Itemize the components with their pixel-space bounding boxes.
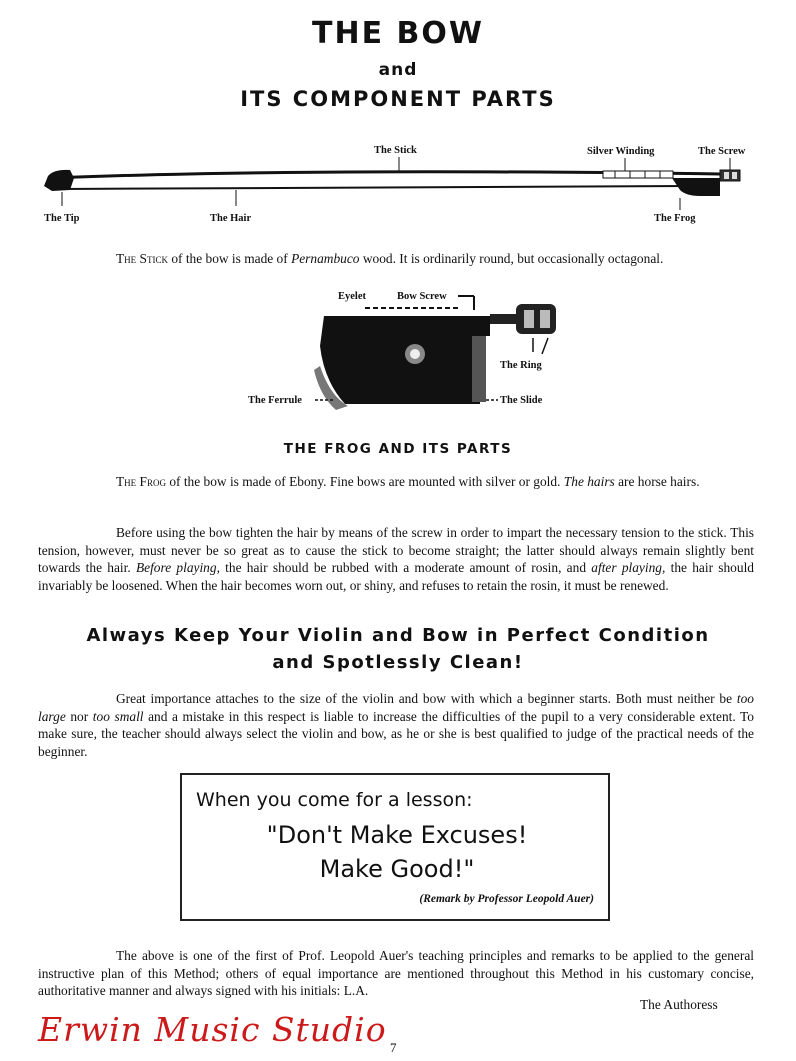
signature-authoress: The Authoress: [640, 997, 718, 1012]
label-the-tip: The Tip: [44, 213, 80, 224]
label-silver-winding: Silver Winding: [587, 146, 655, 157]
paragraph-frog: The Frog of the bow is made of Ebony. Fine bows are mounted with silver or gold. The hairs are horse hairs.: [116, 474, 700, 489]
care-heading-line1: Always Keep Your Violin and Bow in Perfect Condition: [86, 625, 710, 646]
label-the-screw: The Screw: [698, 146, 746, 157]
label-the-ferrule: The Ferrule: [248, 395, 302, 406]
frog-section-title: THE FROG AND ITS PARTS: [283, 441, 513, 457]
studio-watermark: Erwin Music Studio: [38, 1010, 387, 1049]
quote-box: [180, 773, 610, 921]
label-the-stick: The Stick: [374, 145, 417, 156]
paragraph-before-using: Before using the bow tighten the hair by means of the screw in order to impart the necessary tension to the stick. This tension, however, must never be so great as to cause the stick to become straight; the latter should always remain slightly bent towards the hair. Before playing, the hair should be rubbed with a moderate amount of rosin, and after playing, the hair should invariably be loosened. When the hair becomes worn out, or shiny, and refuses to retain the rosin, it must be renewed.: [38, 525, 754, 593]
care-heading: [0, 622, 796, 676]
care-heading-line2: and Spotlessly Clean!: [272, 652, 524, 673]
bow-illustration: [0, 0, 796, 240]
quote-line-2: Make Good!": [319, 855, 475, 883]
label-the-ring: The Ring: [500, 360, 542, 371]
paragraph-final: The above is one of the first of Prof. Leopold Auer's teaching principles and remarks to be applied to the general instructive plan of this Method; others of equal importance are mentioned throughout this Method in his customary concise, authoritative manner and always signed with his initials: L.A.: [38, 948, 754, 998]
paragraph-stick: The Stick of the bow is made of Pernambuco wood. It is ordinarily round, but occasionally octagonal.: [116, 251, 664, 266]
label-the-hair: The Hair: [210, 213, 252, 224]
page-number: 7: [390, 1040, 397, 1055]
label-eyelet: Eyelet: [338, 291, 366, 302]
quote-remark: (Remark by Professor Leopold Auer): [419, 893, 594, 905]
label-bow-screw: Bow Screw: [397, 291, 447, 302]
page-subtitle: ITS COMPONENT PARTS: [240, 87, 556, 111]
page-title: THE BOW: [312, 16, 484, 51]
paragraph-size: Great importance attaches to the size of the violin and bow with which a beginner starts. Both must neither be too large nor too small and a mistake in this respect is liable to increase the difficulties of the pupil to a very considerable extent. To make sure, the teacher should always select the violin and bow, as he or she is best qualified to judge of the practical needs of the beginner.: [38, 691, 754, 759]
quote-intro: When you come for a lesson:: [196, 789, 473, 811]
quote-line-1: "Don't Make Excuses!: [266, 821, 528, 849]
label-the-slide: The Slide: [500, 395, 543, 406]
page-title-and: and: [378, 60, 418, 80]
label-the-frog: The Frog: [654, 213, 696, 224]
